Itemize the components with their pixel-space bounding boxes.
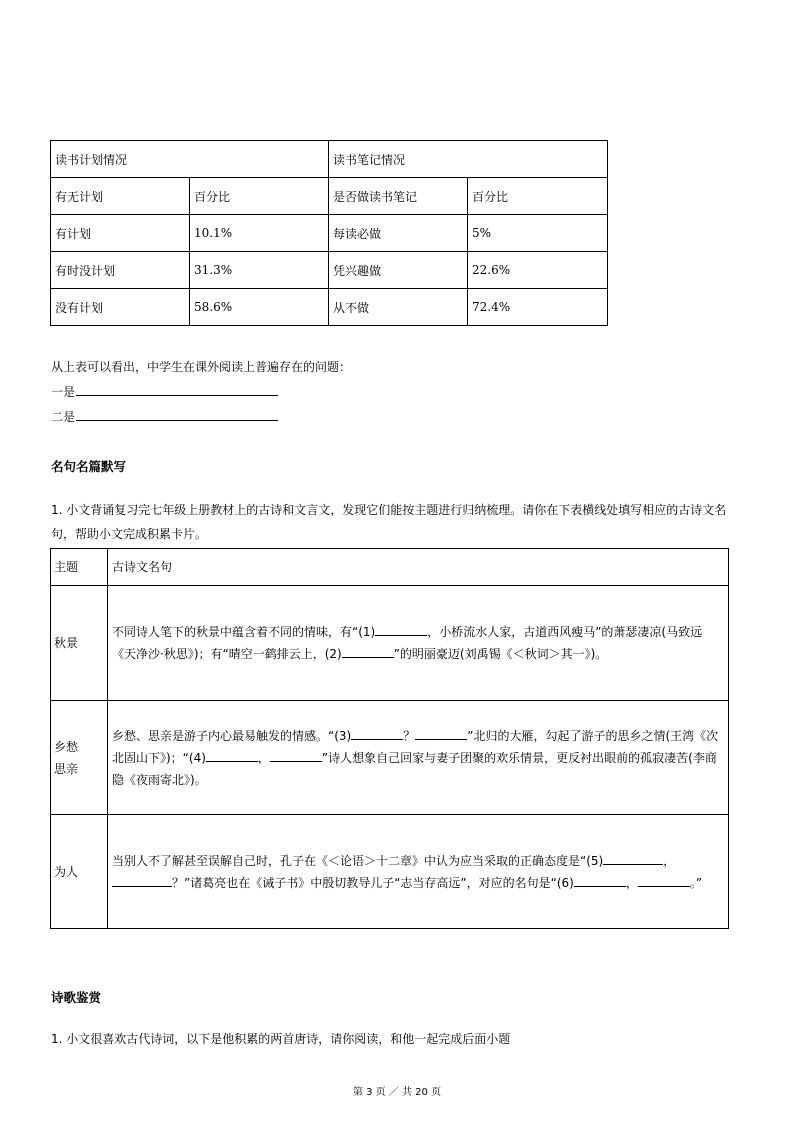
question-famous-lines: 1. 小文背诵复习完七年级上册教材上的古诗和文言文，发现它们能按主题进行归纳梳理。请你在下表横线处填写相应的古诗文名句，帮助小文完成积累卡片。 <box>51 503 727 541</box>
answer-label-2: 二是 <box>51 410 76 424</box>
table-row <box>51 815 729 929</box>
table-cell: 百分比 <box>468 178 608 215</box>
blank-5b[interactable] <box>112 874 172 887</box>
blank-6b[interactable] <box>638 874 690 887</box>
table-cell: 有时没计划 <box>51 252 190 289</box>
blank-4a[interactable] <box>206 749 258 762</box>
table-row <box>51 549 729 586</box>
table-row <box>51 252 608 289</box>
table-cell: 没有计划 <box>51 289 190 326</box>
table-cell: 是否做读书笔记 <box>329 178 468 215</box>
answer-blank-1[interactable] <box>76 383 278 396</box>
poem-card-table <box>50 548 729 929</box>
table-row <box>51 178 608 215</box>
card-content-homesick: 乡愁、思亲是游子内心最易触发的情感。“(3) ？ ”北归的大雁，勾起了游子的思乡之情(王湾《次北固山下》)；“(4) ， ”诗人想象自己回家与妻子团聚的欢乐情景，更反衬出眼前的孤寂凄苦(李商隐《夜雨寄北》)。 <box>108 701 729 815</box>
table-row <box>51 141 608 178</box>
blank-1[interactable] <box>375 623 427 636</box>
table-cell: 每读必做 <box>329 215 468 252</box>
table-cell: 有计划 <box>51 215 190 252</box>
blank-5a[interactable] <box>603 852 663 865</box>
survey-header-notes: 读书笔记情况 <box>329 141 608 178</box>
section-heading-poetry: 诗歌鉴赏 <box>51 990 102 1005</box>
table-row <box>51 215 608 252</box>
card-theme-autumn: 秋景 <box>51 586 108 701</box>
answer-label-1: 一是 <box>51 385 76 399</box>
table-cell: 有无计划 <box>51 178 190 215</box>
card-content-conduct: 当别人不了解甚至误解自己时，孔子在《＜论语＞十二章》中认为应当采取的正确态度是“(5) ，？”诸葛亮也在《诫子书》中殷切教导儿子“志当存高远”，对应的名句是“(6) ， 。” <box>108 815 729 929</box>
table-cell: 22.6% <box>468 252 608 289</box>
page-footer: 第 3 页 ／ 共 20 页 <box>352 1087 442 1098</box>
blank-3a[interactable] <box>351 727 403 740</box>
card-theme-homesick: 乡愁 思亲 <box>51 701 108 815</box>
table-cell: 凭兴趣做 <box>329 252 468 289</box>
answer-line-2 <box>51 408 278 425</box>
table-cell: 10.1% <box>190 215 329 252</box>
table-row <box>51 289 608 326</box>
table-cell: 58.6% <box>190 289 329 326</box>
table-row <box>51 586 729 701</box>
blank-3b[interactable] <box>415 727 467 740</box>
table-cell: 5% <box>468 215 608 252</box>
table-cell: 百分比 <box>190 178 329 215</box>
survey-header-plan: 读书计划情况 <box>51 141 329 178</box>
survey-question: 从上表可以看出，中学生在课外阅读上普遍存在的问题： <box>51 360 352 374</box>
section-heading-famous-lines: 名句名篇默写 <box>51 459 127 474</box>
question-poetry: 1. 小文很喜欢古代诗词，以下是他积累的两首唐诗，请你阅读，和他一起完成后面小题 <box>51 1032 511 1046</box>
table-cell: 31.3% <box>190 252 329 289</box>
blank-4b[interactable] <box>270 749 322 762</box>
reading-survey-table <box>50 140 608 326</box>
table-cell: 从不做 <box>329 289 468 326</box>
answer-line-1 <box>51 383 278 400</box>
card-theme-conduct: 为人 <box>51 815 108 929</box>
answer-blank-2[interactable] <box>76 408 278 421</box>
blank-6a[interactable] <box>574 874 626 887</box>
blank-2[interactable] <box>342 645 394 658</box>
table-cell: 72.4% <box>468 289 608 326</box>
card-header-lines: 古诗文名句 <box>108 549 729 586</box>
card-header-theme: 主题 <box>51 549 108 586</box>
table-row <box>51 701 729 815</box>
card-content-autumn: 不同诗人笔下的秋景中蕴含着不同的情味，有“(1) ，小桥流水人家，古道西风瘦马”的萧瑟凄凉(马致远《天净沙·秋思》)；有“晴空一鹤排云上，(2) ”的明丽豪迈(刘禹锡《＜秋词＞其一》)。 <box>108 586 729 701</box>
